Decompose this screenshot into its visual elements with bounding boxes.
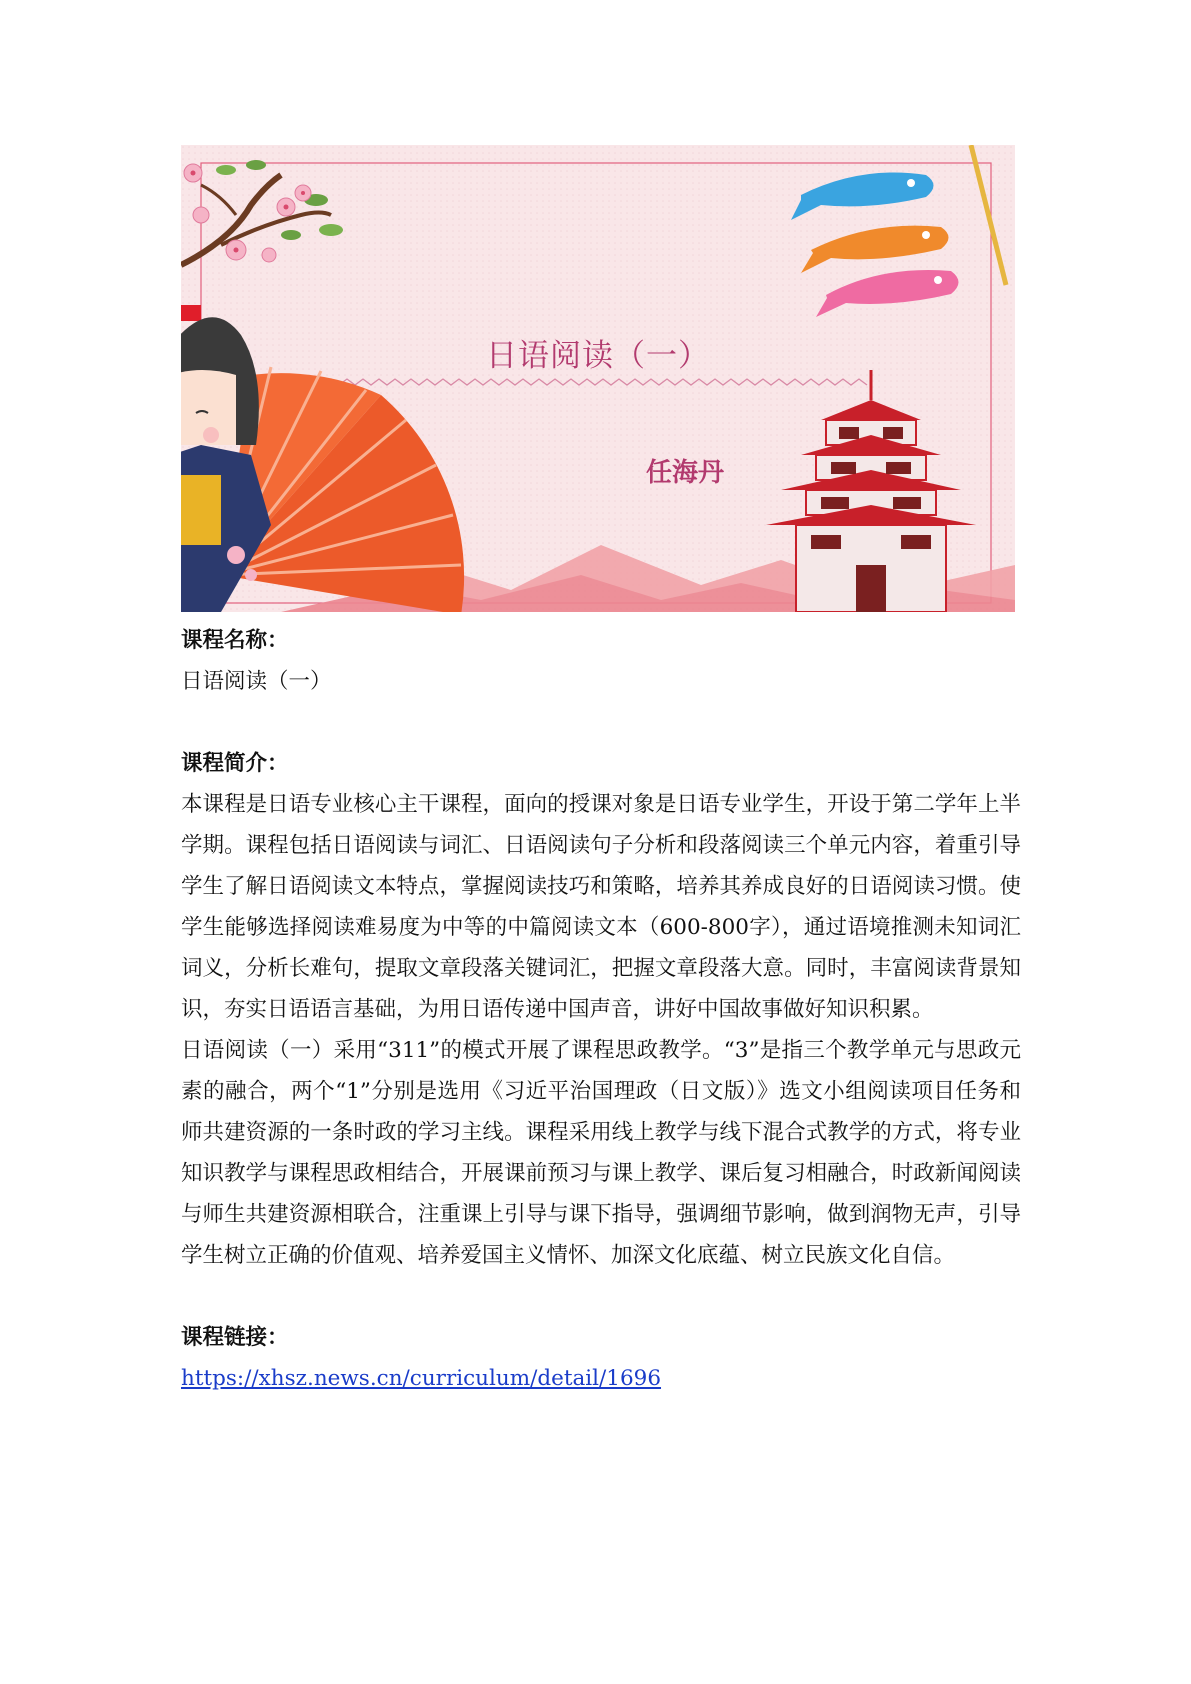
course-intro-paragraph-1: 本课程是日语专业核心主干课程，面向的授课对象是日语专业学生，开设于第二学年上半学期。课程包括日语阅读与词汇、日语阅读句子分析和段落阅读三个单元内容，着重引导学生了解日语阅读文本特点，掌握阅读技巧和策略，培养其养成良好的日语阅读习惯。使学生能够选择阅读难易度为中等的中篇阅读文本（600-800字），通过语境推测未知词汇词义，分析长难句，提取文章段落关键词汇，把握文章段落大意。同时，丰富阅读背景知识，夯实日语语言基础，为用日语传递中国声音，讲好中国故事做好知识积累。: [181, 792, 1021, 1022]
course-link-label: 课程链接：: [181, 1325, 289, 1350]
spacer: [181, 1276, 1021, 1317]
course-link[interactable]: https://xhsz.news.cn/curriculum/detail/1696: [181, 1366, 662, 1391]
course-intro-label: 课程简介：: [181, 751, 289, 776]
course-content: [181, 620, 1021, 1399]
course-intro-paragraph-2: 日语阅读（一）采用“311”的模式开展了课程思政教学。“3”是指三个教学单元与思政元素的融合，两个“1”分别是选用《习近平治国理政（日文版）》选文小组阅读项目任务和师共建资源的一条时政的学习主线。课程采用线上教学与线下混合式教学的方式，将专业知识教学与课程思政相结合，开展课前预习与课上教学、课后复习相融合，时政新闻阅读与师生共建资源相联合，注重课上引导与课下指导，强调细节影响，做到润物无声，引导学生树立正确的价值观、培养爱国主义情怀、加深文化底蕴、树立民族文化自信。: [181, 1038, 1021, 1268]
banner-title: 日语阅读（一）: [486, 338, 710, 374]
banner-illustration: [181, 145, 1015, 612]
course-name-label: 课程名称：: [181, 628, 289, 653]
course-name-value: 日语阅读（一）: [181, 669, 332, 694]
course-banner: [181, 145, 1015, 612]
banner-author: 任海丹: [646, 458, 725, 488]
spacer: [181, 702, 1021, 743]
